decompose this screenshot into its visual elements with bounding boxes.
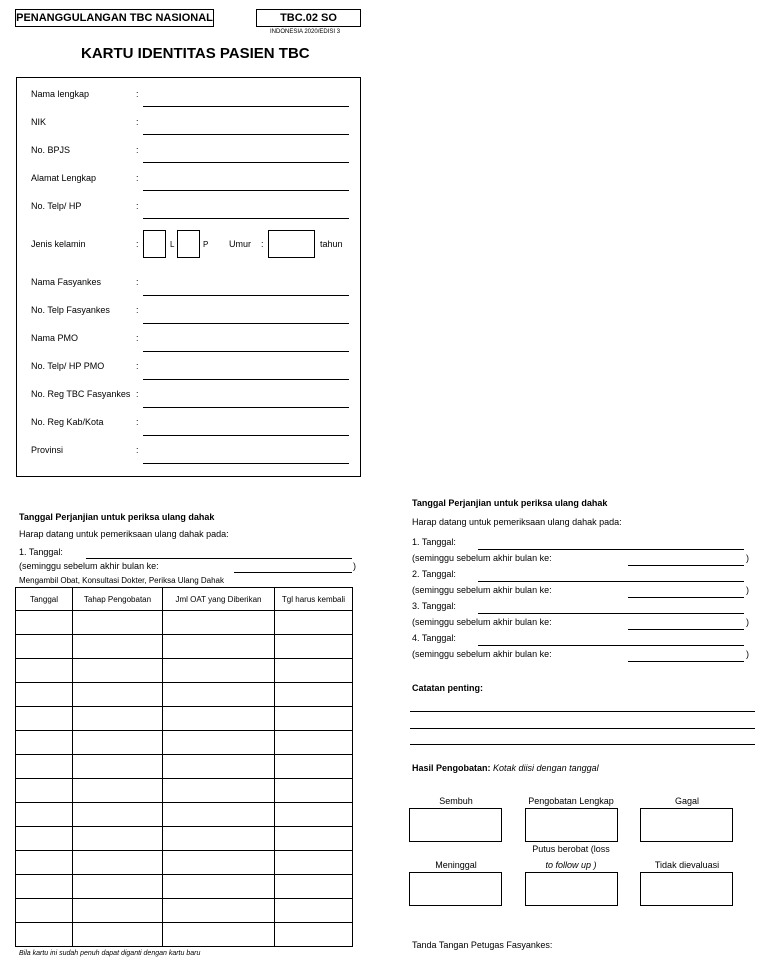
input-line-bpjs[interactable] [143,162,349,163]
left-week-input-line[interactable] [234,572,352,573]
table-row [16,851,353,875]
table-cell[interactable] [16,803,73,827]
program-text: PENANGGULANGAN TBC NASIONAL [16,12,213,24]
table-cell[interactable] [16,899,73,923]
gender-male-checkbox[interactable] [143,230,166,258]
table-cell[interactable] [73,875,163,899]
table-cell[interactable] [275,707,353,731]
input-line-fasyankes[interactable] [143,295,349,296]
right-date-line-4[interactable] [478,645,744,646]
table-cell[interactable] [275,779,353,803]
right-week-line-4[interactable] [628,661,744,662]
right-week-line-1[interactable] [628,565,744,566]
right-date-line-1[interactable] [478,549,744,550]
colon: : [136,333,139,343]
table-cell[interactable] [16,659,73,683]
col-header-tgl-kembali: Tgl harus kembali [275,588,353,611]
colon: : [136,145,139,155]
right-date-line-2[interactable] [478,581,744,582]
visit-table-header-row [16,588,353,611]
signature-label: Tanda Tangan Petugas Fasyankes: [412,940,553,950]
right-week-close: ) [746,585,749,595]
table-cell[interactable] [275,851,353,875]
label-telp: No. Telp/ HP [31,201,82,211]
visit-table-subtitle: Mengambil Obat, Konsultasi Dokter, Periksa Ulang Dahak [19,576,224,585]
table-cell[interactable] [16,611,73,635]
notes-line[interactable] [410,711,755,712]
table-cell[interactable] [16,875,73,899]
input-line-reg-fasyankes[interactable] [143,407,349,408]
left-date-input-line[interactable] [86,558,352,559]
table-cell[interactable] [73,611,163,635]
table-cell[interactable] [73,899,163,923]
table-cell[interactable] [16,827,73,851]
left-date-label: 1. Tanggal: [19,547,63,557]
table-row [16,827,353,851]
table-row [16,803,353,827]
label-jenis-kelamin: Jenis kelamin [31,239,86,249]
input-line-nik[interactable] [143,134,349,135]
col-header-tahap: Tahap Pengobatan [73,588,163,611]
footer-note: Bila kartu ini sudah penuh dapat diganti dengan kartu baru [19,950,201,957]
right-appointment-intro: Harap datang untuk pemeriksaan ulang dahak pada: [412,517,622,527]
table-cell[interactable] [275,635,353,659]
table-cell[interactable] [163,827,275,851]
label-reg-fasyankes: No. Reg TBC Fasyankes [31,389,131,399]
table-row [16,683,353,707]
table-cell[interactable] [16,731,73,755]
table-cell[interactable] [16,635,73,659]
table-cell[interactable] [16,923,73,947]
colon: : [136,389,139,399]
table-cell[interactable] [73,779,163,803]
visit-table-body [16,611,353,947]
table-cell[interactable] [16,851,73,875]
label-umur: Umur [229,239,251,249]
gender-male-label: L [170,240,175,249]
right-week-label-3: (seminggu sebelum akhir bulan ke: [412,617,552,627]
table-row [16,731,353,755]
result-box-tidak-dievaluasi[interactable] [640,872,733,906]
table-row [16,755,353,779]
input-line-nama[interactable] [143,106,349,107]
right-week-line-3[interactable] [628,629,744,630]
label-telp-fasyankes: No. Telp Fasyankes [31,305,110,315]
input-line-pmo[interactable] [143,351,349,352]
form-code [256,9,361,27]
col-header-tanggal: Tanggal [16,588,73,611]
table-row [16,611,353,635]
label-nik: NIK [31,117,47,127]
label-nama-pmo: Nama PMO [31,333,79,343]
result-label-lengkap: Pengobatan Lengkap [528,796,614,806]
table-cell[interactable] [16,779,73,803]
table-cell[interactable] [275,731,353,755]
table-cell[interactable] [275,803,353,827]
table-cell[interactable] [73,731,163,755]
input-line-alamat[interactable] [143,190,349,191]
visit-table [15,587,353,947]
table-cell[interactable] [163,635,275,659]
right-week-label-4: (seminggu sebelum akhir bulan ke: [412,649,552,659]
table-cell[interactable] [16,707,73,731]
table-cell[interactable] [275,875,353,899]
right-date-label-4: 4. Tanggal: [412,633,456,643]
label-alamat: Alamat Lengkap [31,173,97,183]
colon: : [136,173,139,183]
left-appointment-title: Tanggal Perjanjian untuk periksa ulang dahak [19,512,215,522]
input-line-telp-pmo[interactable] [143,379,349,380]
table-cell[interactable] [73,683,163,707]
table-cell[interactable] [275,923,353,947]
table-cell[interactable] [16,683,73,707]
form-code-text: TBC.02 SO [280,12,337,24]
table-cell[interactable] [163,779,275,803]
table-row [16,659,353,683]
table-cell[interactable] [163,923,275,947]
label-tahun: tahun [320,239,343,249]
results-heading [412,763,599,773]
gender-female-label: P [203,240,209,249]
colon: : [136,239,139,249]
left-appointment-intro: Harap datang untuk pemeriksaan ulang dahak pada: [19,529,229,539]
table-cell[interactable] [16,755,73,779]
result-label-meninggal: Meninggal [435,860,477,870]
table-cell[interactable] [275,755,353,779]
gender-female-checkbox[interactable] [177,230,200,258]
colon: : [136,201,139,211]
age-input-box[interactable] [268,230,315,258]
results-hint: Kotak diisi dengan tanggal [493,763,599,773]
right-date-label-2: 2. Tanggal: [412,569,456,579]
table-row [16,707,353,731]
result-box-meninggal[interactable] [409,872,502,906]
result-box-lengkap[interactable] [525,808,618,842]
colon: : [136,445,139,455]
table-cell[interactable] [275,659,353,683]
result-label-sembuh: Sembuh [439,796,473,806]
right-week-label-1: (seminggu sebelum akhir bulan ke: [412,553,552,563]
table-row [16,779,353,803]
table-cell[interactable] [163,611,275,635]
input-line-reg-kab[interactable] [143,435,349,436]
label-nama-lengkap: Nama lengkap [31,89,90,99]
table-cell[interactable] [163,755,275,779]
table-cell[interactable] [275,683,353,707]
label-telp-pmo: No. Telp/ HP PMO [31,361,105,371]
notes-line[interactable] [410,744,755,745]
table-cell[interactable] [163,659,275,683]
table-cell[interactable] [163,683,275,707]
result-box-putus[interactable] [525,872,618,906]
table-cell[interactable] [163,803,275,827]
table-cell[interactable] [73,659,163,683]
input-line-telp-fasyankes[interactable] [143,323,349,324]
table-cell[interactable] [275,611,353,635]
table-cell[interactable] [73,803,163,827]
program-header [15,9,214,27]
table-cell[interactable] [73,923,163,947]
colon: : [136,417,139,427]
notes-line[interactable] [410,728,755,729]
right-week-close: ) [746,553,749,563]
table-cell[interactable] [163,707,275,731]
table-row [16,899,353,923]
result-label-putus-1: Putus berobat (loss [532,844,610,854]
result-label-gagal: Gagal [674,796,700,806]
right-week-close: ) [746,649,749,659]
label-provinsi: Provinsi [31,445,64,455]
table-cell[interactable] [73,635,163,659]
table-cell[interactable] [73,827,163,851]
right-week-label-2: (seminggu sebelum akhir bulan ke: [412,585,552,595]
colon: : [136,361,139,371]
right-date-label-1: 1. Tanggal: [412,537,456,547]
edition-label: INDONESIA 2020/EDISI 3 [270,29,341,35]
table-row [16,635,353,659]
table-cell[interactable] [163,899,275,923]
table-cell[interactable] [73,851,163,875]
right-date-label-3: 3. Tanggal: [412,601,456,611]
colon: : [136,305,139,315]
left-week-close: ) [353,561,356,571]
results-title: Hasil Pengobatan: [412,763,491,773]
right-week-close: ) [746,617,749,627]
right-week-line-2[interactable] [628,597,744,598]
result-box-sembuh[interactable] [409,808,502,842]
table-cell[interactable] [73,707,163,731]
table-cell[interactable] [275,899,353,923]
result-box-gagal[interactable] [640,808,733,842]
notes-title: Catatan penting: [412,683,483,693]
label-nama-fasyankes: Nama Fasyankes [31,277,102,287]
table-cell[interactable] [163,731,275,755]
colon: : [136,277,139,287]
table-cell[interactable] [163,875,275,899]
label-reg-kab: No. Reg Kab/Kota [31,417,104,427]
table-row [16,923,353,947]
label-bpjs: No. BPJS [31,145,71,155]
table-cell[interactable] [73,755,163,779]
table-cell[interactable] [163,851,275,875]
right-appointment-title: Tanggal Perjanjian untuk periksa ulang dahak [412,498,608,508]
left-week-label: (seminggu sebelum akhir bulan ke: [19,561,159,571]
identity-box [16,77,361,477]
result-label-putus-2: to follow up ) [545,860,597,870]
colon: : [136,89,139,99]
table-cell[interactable] [275,827,353,851]
page-title: KARTU IDENTITAS PASIEN TBC [81,45,310,62]
right-date-line-3[interactable] [478,613,744,614]
result-label-tidak-dievaluasi: Tidak dievaluasi [654,860,720,870]
colon: : [261,239,264,249]
col-header-jml-oat: Jml OAT yang Diberikan [163,588,275,611]
input-line-provinsi[interactable] [143,463,349,464]
colon: : [136,117,139,127]
table-row [16,875,353,899]
input-line-telp[interactable] [143,218,349,219]
